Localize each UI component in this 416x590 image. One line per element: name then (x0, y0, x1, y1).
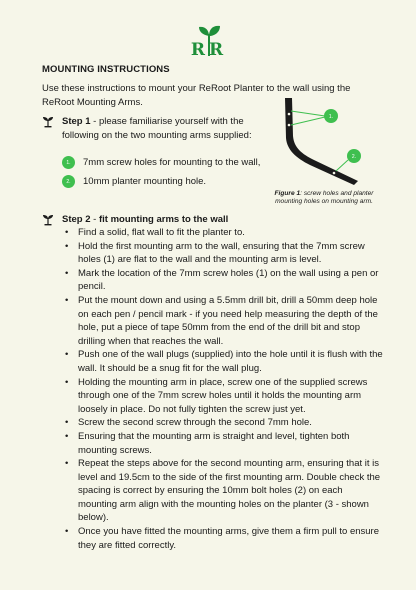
step1-body: - please familiarise yourself with the following on the two mounting arms supplied: (62, 116, 252, 141)
caption-text: : screw holes and planter mounting holes on mounting arm. (275, 190, 374, 205)
list-item: • Hold the first mounting arm to the wall, ensuring that the 7mm screw holes (1) are flat to the wall and the mounting arm is level. (62, 240, 384, 267)
figure-caption (268, 190, 380, 206)
figure-badge: 2. (351, 154, 357, 160)
hole-badge: 2. (62, 175, 75, 188)
sprout-icon (43, 214, 53, 226)
step2-title (62, 214, 228, 225)
intro-text: Use these instructions to mount your ReRoot Planter to the wall using the ReRoot Mounting Arms. (42, 83, 351, 108)
list-item: • Screw the second screw through the second 7mm hole. (62, 416, 384, 430)
sprout-icon (43, 116, 53, 128)
hole-text: 7mm screw holes for mounting to the wall, (83, 157, 261, 168)
list-item: • Once you have fitted the mounting arms, give them a firm pull to ensure they are fitted correctly. (62, 525, 384, 552)
list-item: • Push one of the wall plugs (supplied) into the hole until it is flush with the wall. It should be a snug fit for the wall plug. (62, 348, 384, 375)
hole-item (62, 175, 206, 188)
figure-badge: 1. (328, 114, 334, 120)
step1-label: Step 1 (62, 116, 91, 127)
list-item: • Find a solid, flat wall to fit the planter to. (62, 226, 384, 240)
list-item: • Put the mount down and using a 5.5mm drill bit, drill a 50mm deep hole on each pen / pencil mark - if you need help measuring the depth of the hole, put a piece of tape 50mm from the end of the drill bit and stop drilling when that reaches the wall. (62, 294, 384, 348)
list-item: • Repeat the steps above for the second mounting arm, ensuring that it is level and 19.5cm to the side of the first mounting arm. Double check the spacing is correct by ensuring the 10mm bolt holes (2) on each mounting arm align with the mounting holes on the planter (3 - shown below). (62, 457, 384, 525)
hole-text: 10mm planter mounting hole. (83, 176, 207, 187)
list-item: • Ensuring that the mounting arm is straight and level, tighten both mounting screws. (62, 430, 384, 457)
hole-badge: 1. (62, 156, 75, 169)
mounting-steps-list (62, 226, 384, 552)
mounting-arm-shape (285, 98, 358, 185)
caption-label: Figure 1 (274, 190, 301, 197)
step2-separator: - (90, 214, 99, 225)
reroot-logo (191, 22, 227, 58)
list-item: • Mark the location of the 7mm screw holes (1) on the wall using a pen or pencil. (62, 267, 384, 294)
step1-text (62, 115, 262, 142)
mounting-arm-figure (272, 94, 376, 186)
page-heading: MOUNTING INSTRUCTIONS (42, 64, 170, 75)
step2-label: Step 2 (62, 214, 91, 225)
step2-heading: fit mounting arms to the wall (98, 214, 229, 225)
logo-text: RR (191, 40, 227, 58)
hole-item (62, 156, 260, 169)
list-item: • Holding the mounting arm in place, screw one of the supplied screws through one of the 7mm screw holes until it holds the mounting arm loosely in place. Do not fully tighten the screw just yet. (62, 376, 384, 417)
